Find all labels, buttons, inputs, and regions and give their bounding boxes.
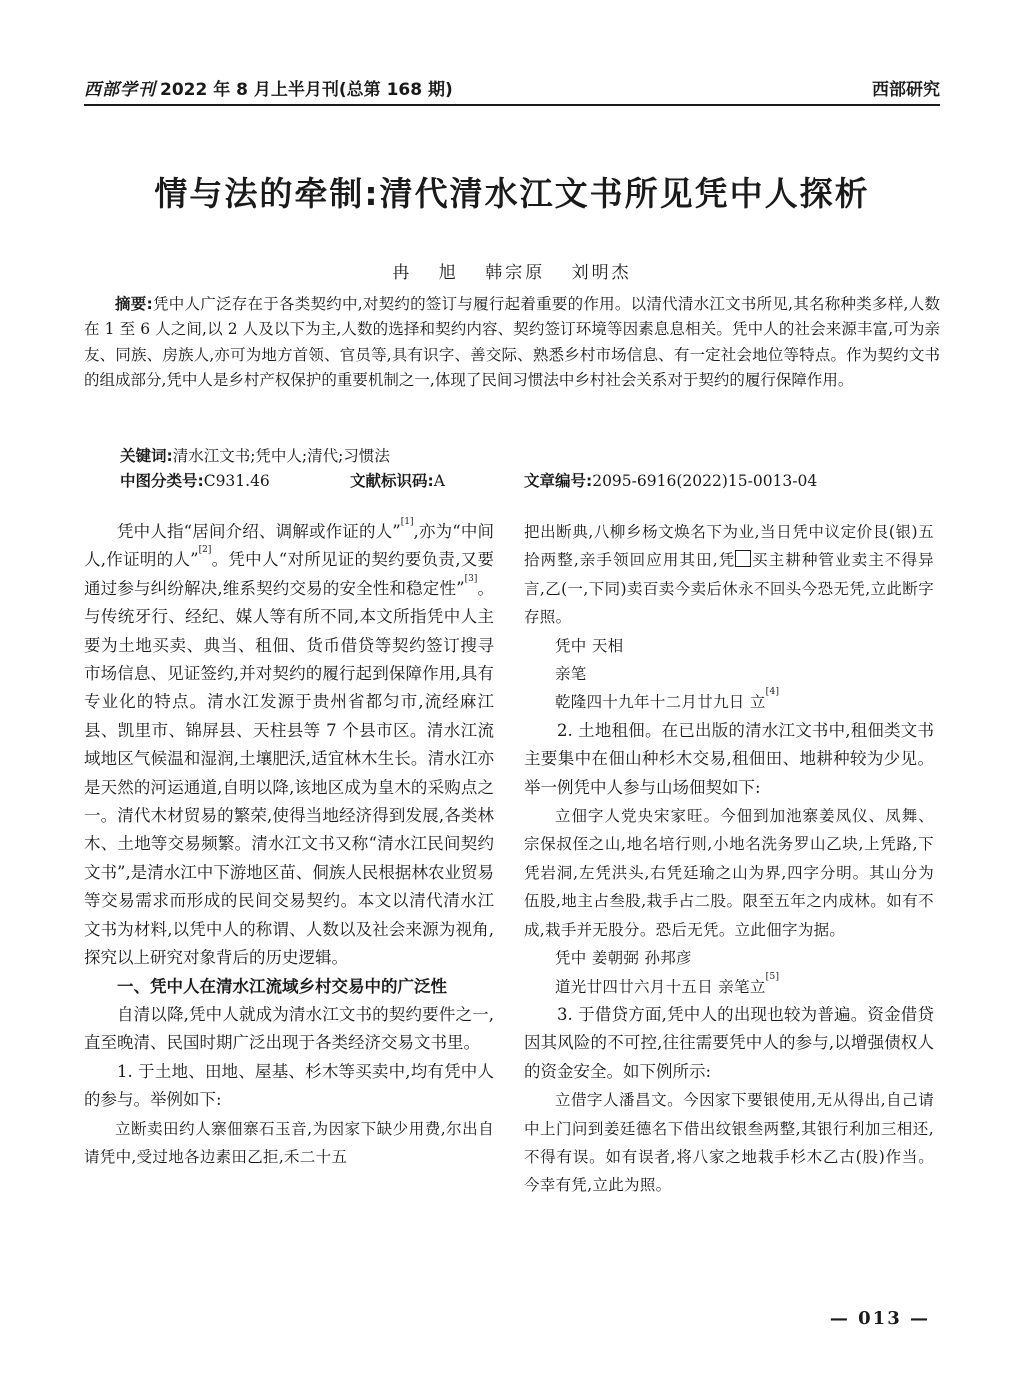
signature-line: 凭中 姜朝弼 孙邦彦 (555, 949, 692, 968)
citation: [1] (400, 517, 414, 527)
abstract-text: 凭中人广泛存在于各类契约中,对契约的签订与履行起着重要的作用。以清代清水江文书所见,其名称种类多样,人数在 1 至 6 人之间,以 2 人及以下为主,人数的选择和契约内容、契约签订环境等因素息息相关。凭中人的社会来源丰富,可为亲友、同族、房族人,亦可为地方首领、官员等,具有识字、善交际、熟悉乡村市场信息、有一定社会地位等特点。作为契约文书的组成部分,凭中人是乡村产权保护的重要机制之一,体现了民间习惯法中乡村社会关系对于契约的履行保障作用。 (84, 295, 940, 389)
body-paragraph: 3. 于借贷方面,凭中人的出现也较为普遍。资金借贷因其风险的不可控,往往需要凭中人的参与,以增强债权人的资金安全。如下例所示: (524, 1004, 934, 1081)
quoted-document: 立借字人潘昌文。今因家下要银使用,无从得出,自己请中上门问到姜廷德名下借出纹银叁两整,其银行利加三相还,不得有误。如有误者,将八家之地栽手杉木乙古(股)作当。今幸有凭,立此为照。 (524, 1091, 934, 1195)
citation: [4] (765, 687, 780, 698)
text-span: ,亦为“中间人,作证明的人” (84, 522, 495, 570)
right-column (524, 518, 934, 1200)
body-paragraph (84, 518, 494, 973)
doc-code: A (433, 472, 445, 490)
quoted-document (524, 518, 934, 632)
signature-line (524, 688, 934, 716)
quoted-document: 立佃字人党央宋家旺。今佃到加池寨姜凤仪、凤舞、宗保叔侄之山,地名培行则,小地名洗务罗山乙块,上凭路,下凭岩洞,左凭洪头,右凭廷瑜之山为界,四字分明。其山分为伍股,地主占叁股,栽手占二股。限至五年之内成林。如有不成,栽手并无股分。恐后无凭。立此佃字为据。 (524, 807, 934, 939)
article-no-label: 文章编号: (524, 472, 593, 490)
running-header (84, 70, 940, 106)
clc-label: 中图分类号: (120, 472, 204, 490)
text-span: 把出断典,八柳乡杨文焕名下为业,当日凭中议定价艮(银)五拾两整,亲手领回应用其田,凭 (524, 523, 934, 570)
quoted-document: 立断卖田约人寨佃寨石玉音,为因家下缺少用费,尔出自请凭中,受过地各边素田乙拒,禾二十五 (84, 1119, 494, 1166)
header-left (84, 75, 453, 100)
article-title: 情与法的牵制:清代清水江文书所见凭中人探析 (154, 174, 870, 213)
section-name: 西部研究 (872, 80, 940, 100)
abstract (84, 292, 940, 393)
issue-info: 2022 年 8 月上半月刊(总第 168 期) (160, 80, 453, 100)
citation: [2] (198, 545, 212, 556)
journal-logo: 西部学刊 (84, 80, 156, 100)
left-column (84, 518, 494, 1171)
keywords (84, 444, 940, 469)
citation: [3] (464, 573, 478, 584)
text-span: 。凭中人“对所见证的契约要负责,又要通过参与纠纷解决,维系契约交易的安全性和稳定性” (84, 550, 494, 598)
body-paragraph: 2. 土地租佃。在已出版的清水江文书中,租佃类文书主要集中在佃山种杉木交易,租佃田、地耕种较为少见。举一例凭中人参与山场佃契如下: (524, 720, 934, 797)
abstract-label: 摘要: (115, 295, 153, 313)
body-paragraph: 1. 于土地、田地、屋基、杉木等买卖中,均有凭中人的参与。举例如下: (84, 1061, 494, 1110)
text-span: 凭中人指“居间介绍、调解或作证的人” (117, 522, 401, 541)
section-heading: 一、凭中人在清水江流域乡村交易中的广泛性 (117, 976, 447, 996)
article-no: 2095-6916(2022)15-0013-04 (592, 472, 818, 490)
keywords-label: 关键词: (120, 447, 173, 465)
text-span: 道光廿四廿六月十五日 亲笔立 (555, 977, 766, 996)
clc-code: C931.46 (203, 472, 270, 490)
authors: 冉 旭 韩宗原 刘明杰 (392, 263, 632, 283)
text-span: 。与传统牙行、经纪、媒人等有所不同,本文所指凭中人主要为土地买卖、典当、租佃、货币借贷等契约签订搜寻市场信息、见证签约,并对契约的履行起到保障作用,具有专业化的特点。清水江发源于贵州省都匀市,流经麻江县、凯里市、锦屏县、天柱县等 7 个县市区。清水江流域地区气候温和湿润,土壤肥沃,适宜林木生长。清水江亦是天然的河运通道,自明以降,该地区成为皇木的采购点之一。清代木材贸易的繁荣,使得当地经济得到发展,各类林木、土地等交易频繁。清水江文书又称“清水江民间契约文书”,是清水江中下游地区苗、侗族人民根据林农业贸易等交易需求而形成的民间交易契约。本文以清代清水江文书为材料,以凭中人的称谓、人数以及社会来源为视角,探究以上研究对象背后的历史逻辑。 (84, 578, 494, 968)
keywords-text: 清水江文书;凭中人;清代;习惯法 (172, 447, 390, 465)
citation: [5] (765, 971, 780, 982)
doc-code-label: 文献标识码: (350, 472, 434, 490)
missing-character-box (735, 550, 751, 567)
classification-line (84, 469, 940, 494)
text-span: 买主耕种管业卖主不得异言,乙(一,下同)卖百卖今卖后休永不回头今恐无凭,立此断字存照。 (524, 551, 934, 627)
signature-line: 凭中 天相 (555, 636, 624, 655)
signature-line: 亲笔 (555, 665, 587, 684)
text-span: 乾隆四十九年十二月廿九日 立 (555, 693, 766, 712)
body-paragraph: 自清以降,凭中人就成为清水江文书的契约要件之一,直至晚清、民国时期广泛出现于各类经济交易文书里。 (84, 1004, 494, 1053)
signature-line (524, 973, 934, 1001)
page-number: — 013 — (829, 1308, 930, 1329)
